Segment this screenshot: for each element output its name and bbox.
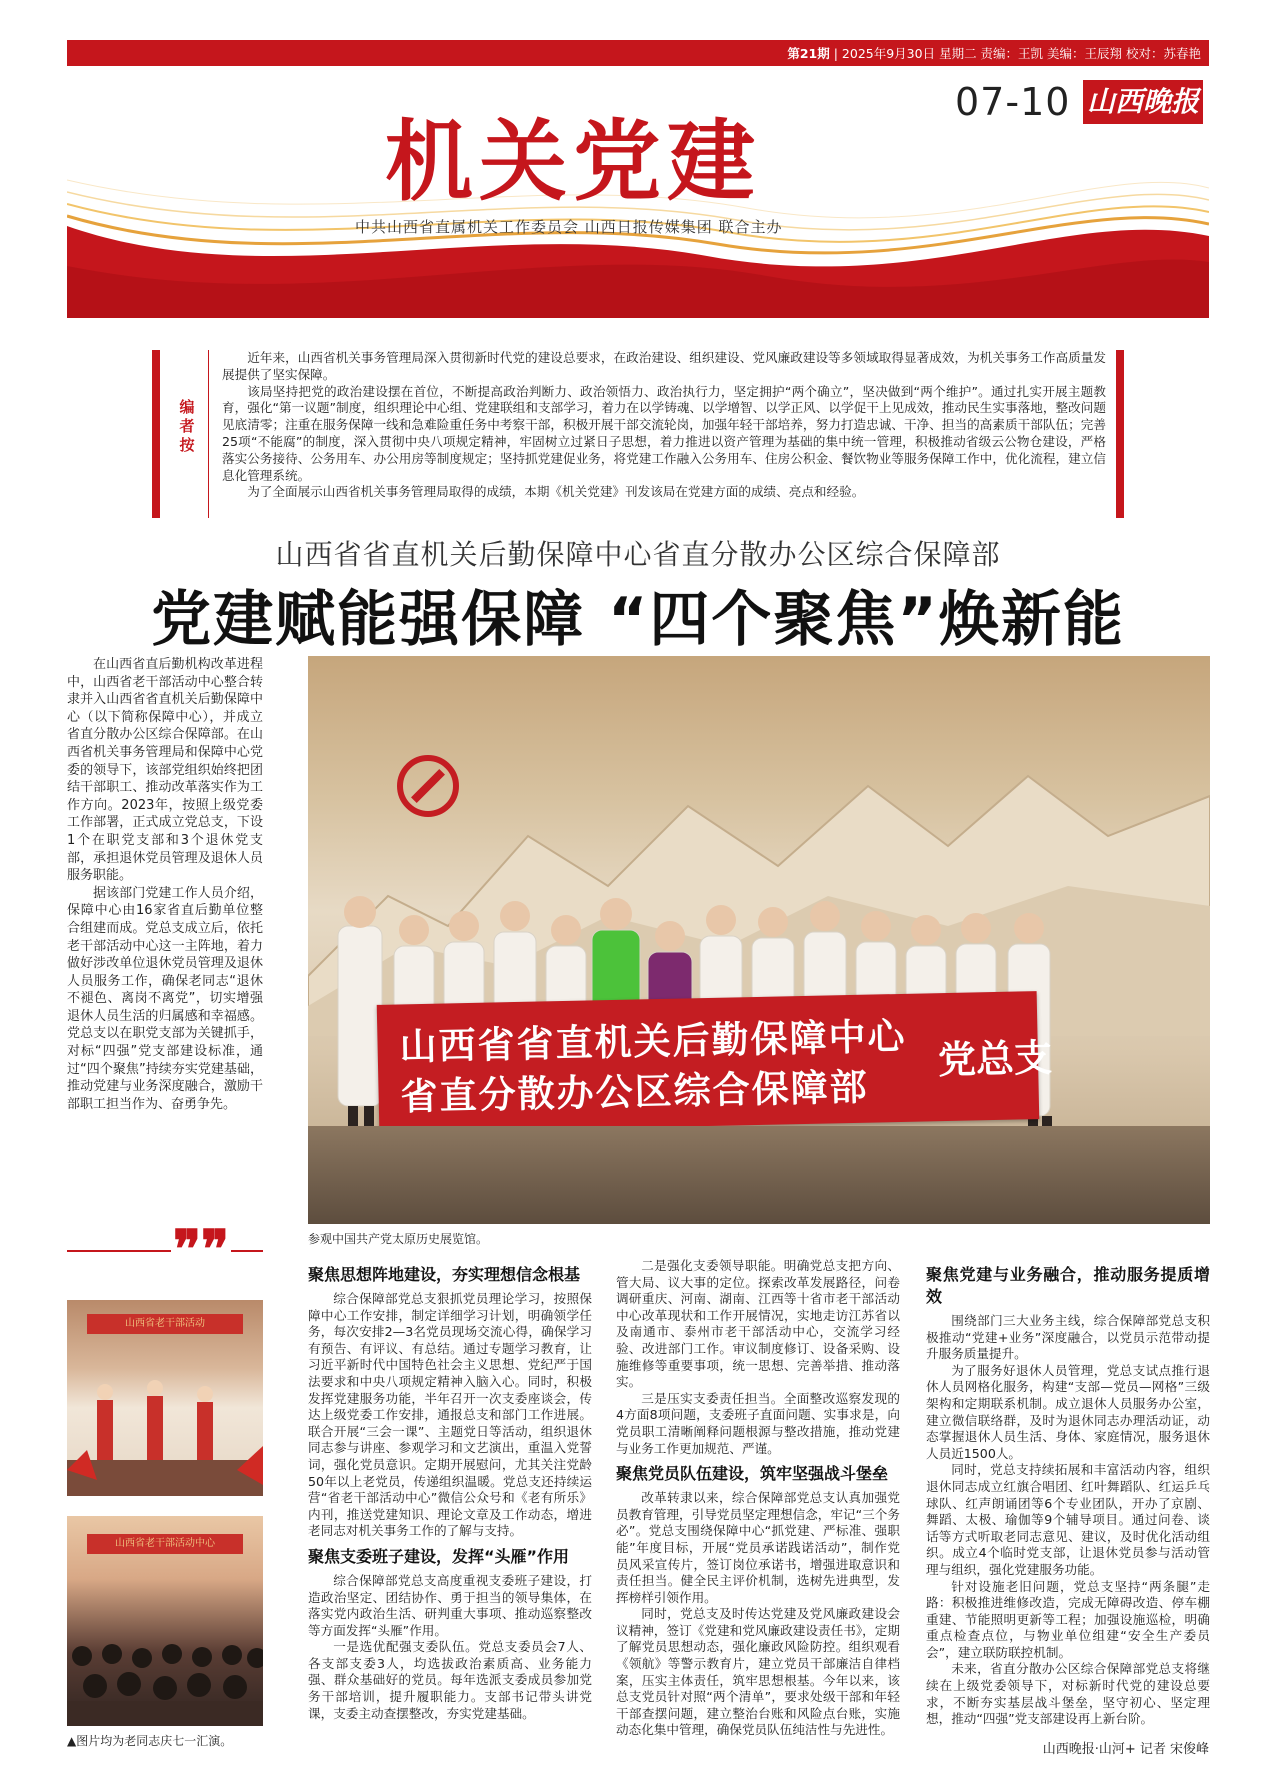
note-paragraph: 近年来，山西省机关事务管理局深入贯彻新时代党的建设总要求，在政治建设、组织建设、党风廉政建设等多领域取得显著成效，为机关事务工作高质量发展提供了坚实保障。	[222, 350, 1106, 382]
paper-logo: 山西晚报	[1083, 80, 1203, 124]
section-title: 机关党建	[385, 109, 762, 213]
article-column-3	[926, 1258, 1210, 1728]
article-kicker: 山西省省直机关后勤保障中心省直分散办公区综合保障部	[275, 538, 1001, 571]
side-photo-figures	[67, 1360, 263, 1496]
main-photo-group	[308, 656, 1210, 1224]
body-paragraph: 未来，省直分散办公区综合保障部党总支将继续在上级党委领导下，对标新时代党的建设总要求，不断夯实基层战斗堡垒，坚守初心、坚定理想，推动“四强”党支部建设再上新台阶。	[926, 1661, 1210, 1727]
body-paragraph: 综合保障部党总支狠抓党员理论学习，按照保障中心工作安排，制定详细学习计划，明确领学任务，每次安排2—3名党员现场交流心得，确保学习有预告、有评议、有总结。通过专题学习教育，让习近平新时代中国特色社会主义思想、党纪严于国法要求和中央八项规定精神入脑入心。同时，积极发挥党建服务功能，半年召开一次支委座谈会，传达上级党委工作安排，通报总支和部门工作进展。联合开展“三会一课”、主题党日等活动，组织退休同志参与讲座、参观学习和文艺演出，重温入党誓词，强化党员意识。定期开展慰问，尤其关注党龄50年以上老党员，传递组织温暖。党总支还持续运营“省老干部活动中心”微信公众号和《老有所乐》内刊，推送党建知识、理论文章及工作动态，增进老同志对机关事务工作的了解与支持。	[308, 1291, 592, 1539]
article-byline: 山西晚报·山河+ 记者 宋俊峰	[1042, 1742, 1209, 1757]
masthead	[67, 40, 1209, 318]
note-label: 编者按	[179, 398, 195, 454]
body-paragraph: 改革转隶以来，综合保障部党总支认真加强党员教育管理，引导党员坚定理想信念，牢记“三个务必”。党总支围绕保障中心“抓党建、严标准、强职能”年度目标，开展“党员承诺践诺活动”，制作党员风采宣传片，签订岗位承诺书，增强进取意识和责任担当。健全民主评价机制，选树先进典型，发挥榜样引领作用。	[616, 1490, 900, 1605]
sponsors-line: 中共山西省直属机关工作委员会 山西日报传媒集团 联合主办	[355, 218, 783, 236]
main-photo-caption: 参观中国共产党太原历史展览馆。	[308, 1232, 489, 1246]
issue-separator: |	[833, 46, 842, 61]
side-photo-performance-1	[67, 1300, 263, 1496]
section-heading: 聚焦党员队伍建设，筑牢坚强战斗堡垒	[616, 1464, 889, 1484]
section-heading: 聚焦党建与业务融合，推动服务提质增效	[926, 1265, 1210, 1306]
editor-note	[152, 350, 1124, 518]
photo-banner-line1: 山西省省直机关后勤保障中心	[399, 1014, 907, 1069]
article-column-1	[308, 1258, 592, 1722]
issue-date-editors: 2025年9月30日 星期二 责编：王凯 美编：王辰翔 校对：苏春艳	[841, 46, 1201, 61]
photo-banner	[377, 991, 1053, 1133]
side-photo-audience	[67, 1616, 263, 1726]
body-paragraph: 一是选优配强支委队伍。党总支委员会7人、各支部支委3人，均选拔政治素质高、业务能力强、群众基础好的党员。每年选派支委成员参加党务干部培训，提升履职能力。支部书记带头讲党课，支委主动查摆整改，夯实党建基础。	[308, 1639, 592, 1721]
side-photo-caption: ▲图片均为老同志庆七一汇演。	[67, 1734, 233, 1748]
issue-number: 第21期	[787, 46, 830, 61]
body-paragraph: 为了服务好退休人员管理，党总支试点推行退休人员网格化服务，构建“支部—党员—网格”三级架构和定期联系机制。成立退休人员服务办公室，建立微信联络群，及时为退休同志办理活动证，动态掌握退休人员生活、身体、家庭情况，服务退休人员近1500人。	[926, 1362, 1210, 1461]
article-lead	[67, 656, 263, 1113]
lead-paragraph: 据该部门党建工作人员介绍，保障中心由16家省直后勤单位整合组建而成。党总支成立后，依托老干部活动中心这一主阵地，着力做好涉改单位退休党员管理及退休人员服务工作，确保老同志“退休不褪色、离岗不离党”，切实增强退休人员生活的归属感和幸福感。党总支以在职党支部为关键抓手，对标“四强”党支部建设标准，通过“四个聚焦”持续夯实党建基础，推动党建与业务深度融合，激励干部职工担当作为、奋勇争先。	[67, 885, 263, 1112]
body-paragraph: 针对设施老旧问题，党总支坚持“两条腿”走路：积极推进维修改造，完成无障碍改造、停车棚重建、节能照明更新等工程；加强设施巡检，明确重点检查点位，与物业单位组建“安全生产委员会”，建立联防联控机制。	[926, 1578, 1210, 1660]
page-range: 07-10	[955, 80, 1071, 124]
quote-mark-icon: ❞❞	[171, 1222, 231, 1278]
section-heading: 聚焦思想阵地建设，夯实理想信念根基	[308, 1265, 581, 1284]
note-separator	[208, 350, 209, 518]
note-bracket-right	[1116, 350, 1124, 518]
note-paragraph: 为了全面展示山西省机关事务管理局取得的成绩，本期《机关党建》刊发该局在党建方面的成绩、亮点和经验。	[247, 484, 865, 500]
article-headline: 党建赋能强保障 “四个聚焦”焕新能	[151, 585, 1125, 655]
lead-paragraph: 在山西省直后勤机构改革进程中，山西省老干部活动中心整合转隶并入山西省省直机关后勤保障中心（以下简称保障中心），并成立省直分散办公区综合保障部。在山西省机关事务管理局和保障中心党委的领导下，该部党组织始终把团结干部职工、推动改革落实作为工作方向。2023年，按照上级党委工作部署，正式成立党总支，下设1个在职党支部和3个退休党支部，承担退休党员管理及退休人员服务职能。	[67, 657, 263, 884]
photo-floor	[308, 1126, 1210, 1224]
side-photo-banner: 山西省老干部活动	[87, 1314, 243, 1334]
quote-divider	[67, 1219, 263, 1280]
photo-banner-line2: 省直分散办公区综合保障部	[400, 1065, 870, 1119]
side-photo-banner: 山西省老干部活动中心	[87, 1534, 243, 1554]
top-bar	[67, 40, 1209, 66]
body-paragraph: 综合保障部党总支高度重视支委班子建设，打造政治坚定、团结协作、勇于担当的领导集体，在落实党内政治生活、研判重大事项、推动巡察整改等方面发挥“头雁”作用。	[308, 1572, 592, 1638]
note-paragraph: 该局坚持把党的政治建设摆在首位，不断提高政治判断力、政治领悟力、政治执行力，坚定拥护“两个确立”，坚决做到“两个维护”。通过扎实开展主题教育，强化“第一议题”制度，组织理论中心组、党建联组和支部学习，着力在以学铸魂、以学增智、以学正风、以学促干上见成效，推动民生实事落地，整改问题见底清零；注重在服务保障一线和急难险重任务中考察干部，积极开展干部交流轮岗，加强年轻干部培养，努力打造忠诚、干净、担当的高素质干部队伍；完善25项“不能腐”的制度，深入贯彻中央八项规定精神，牢固树立过紧日子思想，着力推进以资产管理为基础的集中统一管理，积极推动省级云公物仓建设，严格落实公务接待、公务用车、办公用房等制度规定；坚持抓党建促业务，将党建工作融入公务用车、住房公积金、餐饮物业等服务保障工作中，优化流程，建立信息化管理系统。	[222, 383, 1106, 483]
section-heading: 聚焦支委班子建设，发挥“头雁”作用	[308, 1546, 570, 1566]
issue-info	[787, 44, 1201, 62]
article-column-2	[616, 1258, 900, 1739]
note-body	[222, 350, 1106, 501]
quote-divider-line	[67, 1250, 263, 1252]
side-photo-performance-2	[67, 1516, 263, 1726]
note-bracket-left	[152, 350, 172, 518]
body-paragraph: 围绕部门三大业务主线，综合保障部党总支积极推动“党建+业务”深度融合，以党员示范带动提升服务质量提升。	[926, 1313, 1210, 1362]
photo-banner-right: 党总支	[937, 1035, 1053, 1083]
body-paragraph: 三是压实支委责任担当。全面整改巡察发现的4方面8项问题，支委班子直面问题、实事求是，向党员职工清晰阐释问题根源与整改措施，推动党建与业务工作更加规范、严谨。	[616, 1390, 900, 1456]
body-paragraph: 同时，党总支持续拓展和丰富活动内容，组织退休同志成立红旗合唱团、红叶舞蹈队、红运乒乓球队、红声朗诵团等6个专业团队，开办了京剧、舞蹈、太极、瑜伽等9个辅导项目。通过问卷、谈话等方式听取老同志意见、建议，及时优化活动组织。成立4个临时党支部，让退休党员参与活动管理与组织，强化党建服务功能。	[926, 1462, 1210, 1577]
body-paragraph: 同时，党总支及时传达党建及党风廉政建设会议精神，签订《党建和党风廉政建设责任书》，定期了解党员思想动态，强化廉政风险防控。组织观看《领航》等警示教育片，建立党员干部廉洁自律档案，压实主体责任，筑牢思想根基。今年以来，该总支党员针对照“两个清单”，要求处级干部和年轻干部查摆问题，建立整治台账和风险点台账，实施动态化集中管理，确保党员队伍纯洁性与先进性。	[616, 1606, 900, 1738]
body-paragraph: 二是强化支委领导职能。明确党总支把方向、管大局、议大事的定位。探索改革发展路径，问卷调研重庆、河南、湖南、江西等十省市老干部活动中心改革现状和工作开展情况，实地走访江苏省以及南通市、泰州市老干部活动中心，交流学习经验、改进部门工作。审议制度修订、设备采购、设施维修等重要事项，统一思想、完善举措、推动落实。	[616, 1258, 900, 1390]
